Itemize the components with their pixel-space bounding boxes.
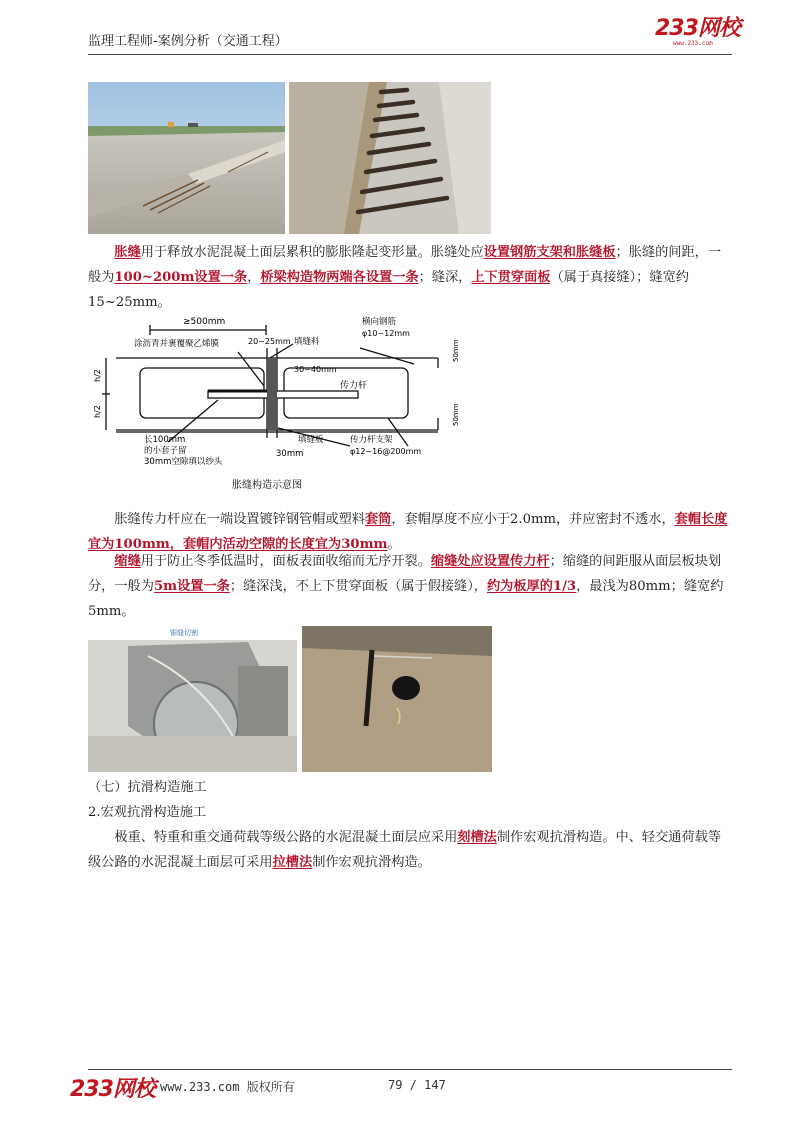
- header-rule: [88, 54, 732, 55]
- term-one-third: 约为板厚的1/3: [486, 579, 577, 594]
- term-sleeve: 套筒: [364, 512, 392, 527]
- diagram-caption: 胀缝构造示意图: [232, 480, 302, 491]
- footer-logo: 233网校: [70, 1077, 155, 1102]
- footer-rule: [88, 1069, 732, 1070]
- text-segment: 制作宏观抗滑构造。: [312, 855, 431, 870]
- header-logo: [655, 18, 740, 47]
- label-h2-top: h/2: [93, 369, 102, 382]
- label-cap-sleeve: 的小套子留: [144, 446, 187, 456]
- photo-cut-joint: [302, 626, 492, 772]
- label-30mm: 30mm: [276, 449, 304, 459]
- term-cap-length: 套帽长度宜为100mm，套帽内活动空隙的长度宜为30mm: [88, 512, 728, 552]
- term-5m: 5m设置一条: [153, 579, 230, 594]
- label-rebar: 横向钢筋: [362, 317, 397, 327]
- term-contraction-dowel: 缩缝处应设置传力杆: [430, 554, 550, 569]
- text-segment: ；缝深，: [418, 270, 472, 285]
- label-dowel: 传力杆: [340, 381, 368, 391]
- page-number: 79 / 147: [388, 1078, 446, 1092]
- text-segment: 胀缝传力杆应在一端设置镀锌钢管帽或塑料: [114, 512, 365, 527]
- dim-500mm: ≥500mm: [183, 317, 226, 327]
- text-segment: ，最浅为80mm；缝宽约5mm。: [88, 579, 724, 619]
- paragraph-expansion-joint: [88, 240, 734, 315]
- term-grooving: 刻槽法: [457, 830, 497, 845]
- term-bridge-ends: 桥梁构造物两端各设置一条: [260, 270, 419, 285]
- label-h2-bot: h/2: [93, 405, 102, 418]
- header-logo-text: 233网校: [655, 16, 740, 41]
- term-expansion-joint: 胀缝: [114, 245, 141, 260]
- text-segment: 用于释放水泥混凝土面层累积的膨胀隆起变形量。胀缝处应: [140, 245, 484, 260]
- text-segment: ；胀缝的间距，一般为: [88, 245, 722, 285]
- label-50-bot: 50mm: [452, 403, 460, 426]
- text-segment: 极重、特重和重交通荷载等级公路的水泥混凝土面层应采用: [114, 830, 458, 845]
- page-header-title: 监理工程师-案例分析（交通工程）: [88, 34, 288, 49]
- text-segment: 用于防止冬季低温时，面板表面收缩而无序开裂。: [140, 554, 431, 569]
- term-through-slab: 上下贯穿面板: [471, 270, 551, 285]
- label-30-40: 30~40mm: [294, 365, 337, 374]
- label-cap-gap: 30mm空隙填以纱头: [144, 457, 223, 467]
- text-segment: 制作宏观抗滑构造。中、轻交通荷载等级公路的水泥混凝土面层可采用: [88, 830, 722, 870]
- header-logo-url: www.233.com: [673, 40, 713, 47]
- label-support-spec: φ12~16@200mm: [350, 447, 422, 456]
- text-segment: （属于真接缝）；缝宽约15~25mm。: [88, 270, 689, 310]
- text-segment: ，: [247, 270, 261, 285]
- photo-dowel-bars: [289, 82, 491, 234]
- label-cap-length: 长100mm: [144, 435, 186, 445]
- expansion-joint-diagram: [88, 308, 468, 498]
- text-segment: ；缩缝的间距服从面层板块划分，一般为: [88, 554, 722, 594]
- label-rebar-spec: φ10~12mm: [362, 329, 410, 338]
- text-segment: ，套帽厚度不应小于2.0mm，并应密封不透水，: [391, 512, 675, 527]
- label-50-top: 50mm: [452, 339, 460, 362]
- heading-antiskid-construction: （七）抗滑构造施工: [88, 780, 207, 795]
- label-asphalt: 涂沥青并裹覆聚乙烯膜: [134, 339, 220, 349]
- photo-expansion-joint-road: [88, 82, 285, 234]
- footer-copyright: www.233.com 版权所有: [160, 1080, 295, 1094]
- term-tining: 拉槽法: [272, 855, 313, 870]
- photo-saw-cutting: [88, 626, 297, 772]
- paragraph-antiskid: [88, 825, 734, 875]
- term-contraction-joint: 缩缝: [114, 554, 141, 569]
- label-gap: 20~25mm: [248, 337, 291, 346]
- label-support: 传力杆支架: [350, 435, 393, 445]
- text-segment: ；缝深浅，不上下贯穿面板（属于假接缝），: [229, 579, 487, 594]
- label-board: 填缝板: [298, 435, 324, 445]
- text-segment: 。: [387, 537, 401, 552]
- heading-macro-antiskid: 2.宏观抗滑构造施工: [88, 805, 207, 820]
- label-filler-top: 填缝料: [294, 337, 320, 347]
- photo-label-saw: 锯缝切割: [170, 629, 198, 637]
- term-spacing: 100~200m设置一条: [114, 270, 248, 285]
- term-steel-support: 设置钢筋支架和胀缝板: [483, 245, 616, 260]
- paragraph-contraction-joint: [88, 549, 734, 624]
